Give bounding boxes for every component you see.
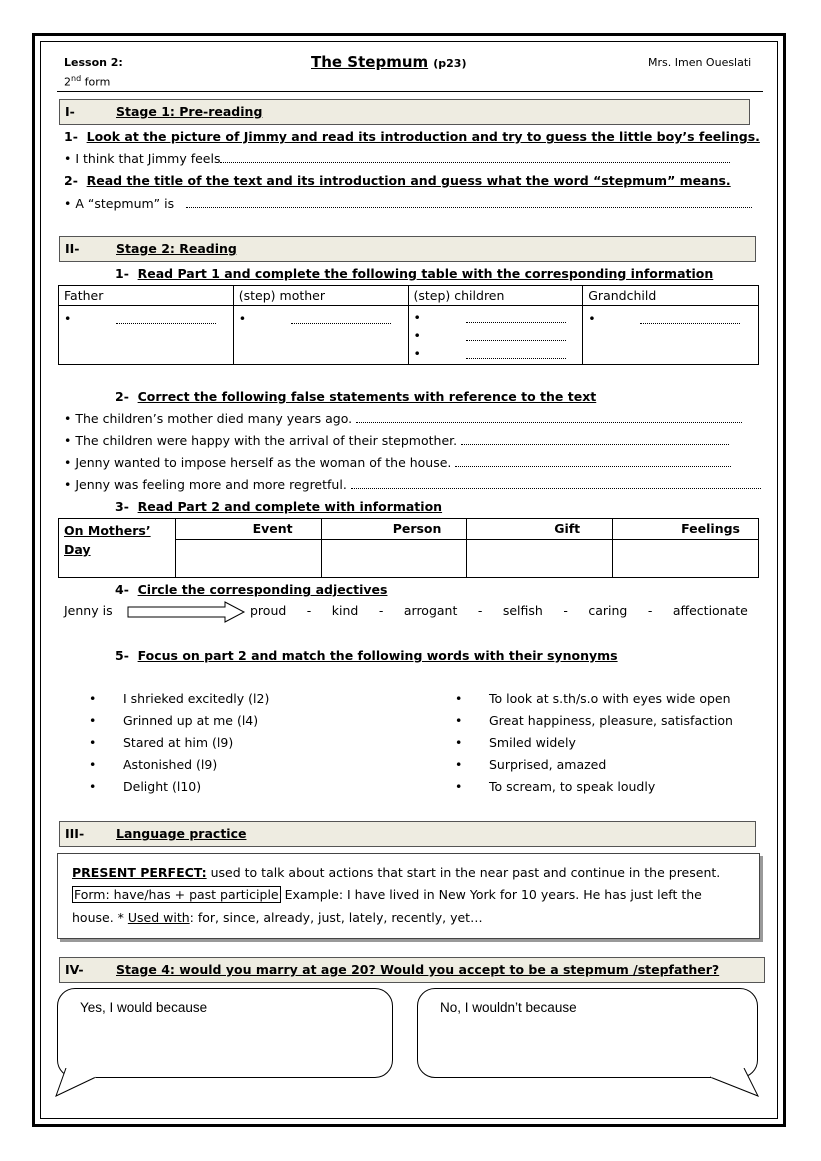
mothers-day-table xyxy=(58,518,759,578)
word-item: • Stared at him (l9) xyxy=(89,735,234,750)
table1-cell-grandchild[interactable]: • xyxy=(583,306,759,365)
table1-cell-children[interactable]: • • • xyxy=(408,306,583,365)
table2-header-event: Event xyxy=(175,519,321,540)
table1-header-grandchild: Grandchild xyxy=(583,286,759,306)
form-label: 2nd form xyxy=(64,74,111,89)
table2-header-person: Person xyxy=(321,519,467,540)
table2-header-feelings: Feelings xyxy=(613,519,759,540)
stage4-band xyxy=(59,957,765,983)
grammar-box xyxy=(57,853,760,939)
table1-header-mother: (step) mother xyxy=(233,286,408,306)
synonym-item: • Smiled widely xyxy=(455,735,576,750)
stage3-roman: III- xyxy=(65,826,85,841)
stage1-roman: I- xyxy=(65,104,75,119)
statement-row: • Jenny was feeling more and more regretful. xyxy=(64,477,761,492)
stage4-roman: IV- xyxy=(65,962,84,977)
adjective-option[interactable]: selfish xyxy=(502,603,543,618)
table2-cell-gift[interactable] xyxy=(467,540,613,578)
grammar-form-box: Form: have/has + past participle xyxy=(74,887,279,902)
word-item: • Delight (l10) xyxy=(89,779,202,794)
adjective-option[interactable]: affectionate xyxy=(672,603,748,618)
table1-header-father: Father xyxy=(59,286,234,306)
teacher-name: Mrs. Imen Oueslati xyxy=(648,56,752,69)
stage1-q2-answer-line: • A “stepmum” is xyxy=(64,196,752,211)
stage1-band xyxy=(59,99,750,125)
table2-cell-feelings[interactable] xyxy=(613,540,759,578)
stage3-title: Language practice xyxy=(116,826,247,841)
yes-answer-bubble[interactable] xyxy=(57,988,393,1078)
word-item: • Grinned up at me (l4) xyxy=(89,713,259,728)
bubble-tail-right-icon xyxy=(700,1068,765,1098)
statement-row: • Jenny wanted to impose herself as the woman of the house. xyxy=(64,455,731,470)
stage1-q2: 2- Read the title of the text and its introduction and guess what the word “stepmum” means. xyxy=(64,173,731,188)
statement-row: • The children were happy with the arrival of their stepmother. xyxy=(64,433,729,448)
stage2-q5: 5- Focus on part 2 and match the following words with their synonyms xyxy=(115,648,618,663)
yes-prompt: Yes, I would because xyxy=(80,1000,208,1015)
stage2-title: Stage 2: Reading xyxy=(116,241,237,256)
synonym-item: • To scream, to speak loudly xyxy=(455,779,656,794)
synonym-item: • Surprised, amazed xyxy=(455,757,607,772)
adjective-list: proud - kind - arrogant - selfish - caring - affectionate xyxy=(250,603,748,618)
no-answer-bubble[interactable] xyxy=(417,988,758,1078)
page-title: The Stepmum (p23) xyxy=(311,53,467,71)
stage2-band xyxy=(59,236,756,262)
jenny-is-label: Jenny is xyxy=(64,603,113,618)
lesson-label: Lesson 2: xyxy=(64,56,123,69)
word-item: • I shrieked excitedly (l2) xyxy=(89,691,270,706)
statement-row: • The children’s mother died many years ago. xyxy=(64,411,742,426)
stage2-roman: II- xyxy=(65,241,80,256)
table2-cell-event[interactable] xyxy=(175,540,321,578)
stage2-q1: 1- Read Part 1 and complete the following table with the corresponding information xyxy=(115,266,714,281)
table1-cell-father[interactable]: • xyxy=(59,306,234,365)
grammar-definition: PRESENT PERFECT: used to talk about actions that start in the near past and continue in the present. xyxy=(72,865,721,880)
adjective-option[interactable]: kind xyxy=(331,603,359,618)
stage2-q3: 3- Read Part 2 and complete with information xyxy=(115,499,443,514)
table2-header-gift: Gift xyxy=(467,519,613,540)
stage1-q1: 1- Look at the picture of Jimmy and read its introduction and try to guess the little boy’s feelings. xyxy=(64,129,760,144)
arrow-right-icon xyxy=(127,600,247,624)
family-table xyxy=(58,285,759,365)
grammar-used-with: house. * Used with: for, since, already, just, lately, recently, yet… xyxy=(72,910,483,925)
stage2-q4: 4- Circle the corresponding adjectives xyxy=(115,582,388,597)
table2-cell-person[interactable] xyxy=(321,540,467,578)
grammar-form-line: Form: have/has + past participle Example: I have lived in New York for 10 years. He has just left the xyxy=(74,887,702,902)
stage4-title: Stage 4: would you marry at age 20? Would you accept to be a stepmum /stepfather? xyxy=(116,962,720,977)
no-prompt: No, I wouldn’t because xyxy=(440,1000,577,1015)
header-divider xyxy=(57,91,763,92)
adjective-option[interactable]: arrogant xyxy=(403,603,458,618)
synonym-item: • Great happiness, pleasure, satisfaction xyxy=(455,713,733,728)
adjective-option[interactable]: proud xyxy=(250,603,287,618)
stage1-title: Stage 1: Pre-reading xyxy=(116,104,263,119)
word-item: • Astonished (l9) xyxy=(89,757,218,772)
adjective-option[interactable]: caring xyxy=(588,603,628,618)
table2-header-mothers-day: On Mothers’ Day xyxy=(59,519,176,578)
stage2-q2: 2- Correct the following false statements with reference to the text xyxy=(115,389,597,404)
stage1-q1-answer-line: • I think that Jimmy feels xyxy=(64,151,730,166)
bubble-tail-left-icon xyxy=(52,1068,112,1098)
synonym-item: • To look at s.th/s.o with eyes wide open xyxy=(455,691,731,706)
table1-cell-mother[interactable]: • xyxy=(233,306,408,365)
stage3-band xyxy=(59,821,756,847)
table1-header-children: (step) children xyxy=(408,286,583,306)
